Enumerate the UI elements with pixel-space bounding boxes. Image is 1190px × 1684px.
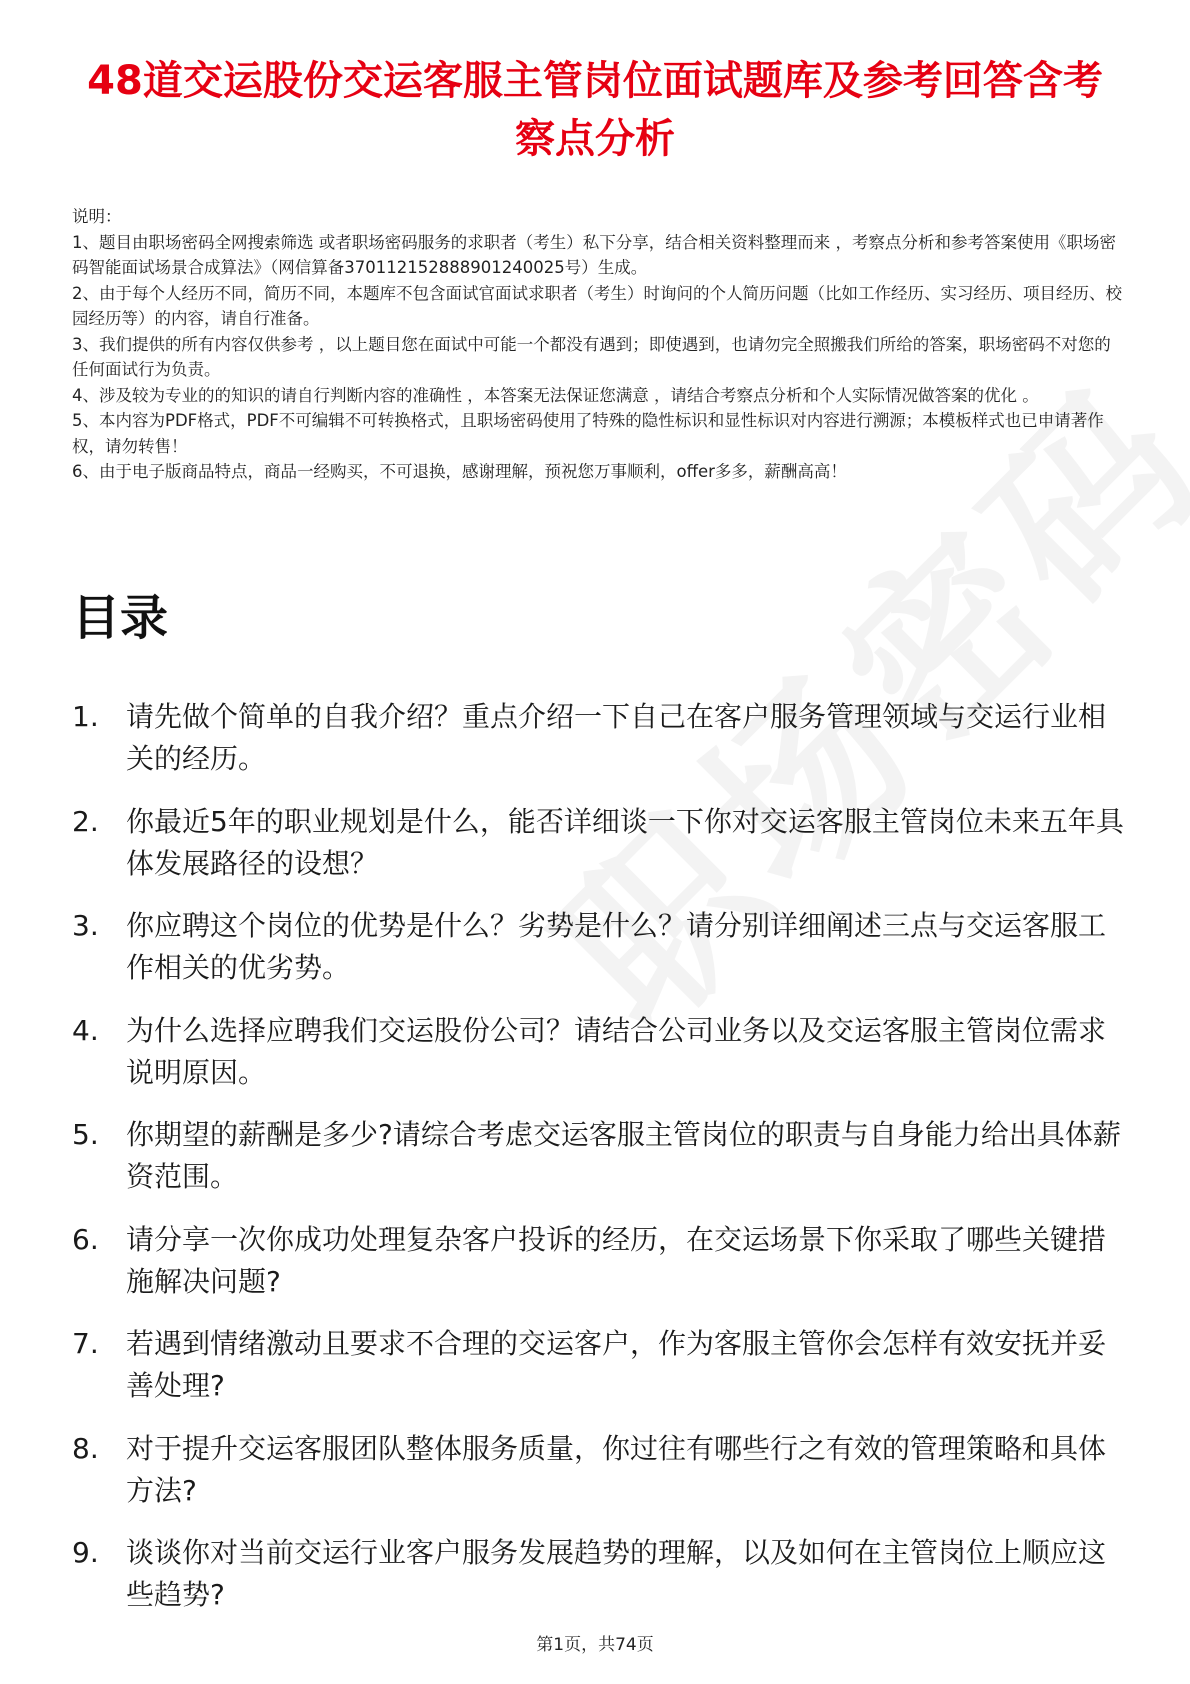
notes-heading: 说明： [72,207,122,226]
question-text: 请分享一次你成功处理复杂客户投诉的经历，在交运场景下你采取了哪些关键措施解决问题? [126,1222,1107,1298]
question-list [72,696,1132,1637]
question-text: 谈谈你对当前交运行业客户服务发展趋势的理解，以及如何在主管岗位上顺应这些趋势? [126,1536,1107,1611]
note-item: 5、本内容为PDF格式，PDF不可编辑不可转换格式，且职场密码使用了特殊的隐性标识和显性标识对内容进行溯源；本模板样式也已申请著作权，请勿转售！ [72,411,1104,456]
note-item: 6、由于电子版商品特点，商品一经购买，不可退换，感谢理解，预祝您万事顺利，offer多多，薪酬高高！ [72,462,847,481]
question-number: 5. [72,1118,99,1151]
question-text: 请先做个简单的自我介绍？重点介绍一下自己在客户服务管理领域与交运行业相关的经历。 [126,700,1107,775]
note-item: 4、涉及较为专业的的知识的请自行判断内容的准确性 ，本答案无法保证您满意 ，请结合考察点分析和个人实际情况做答案的优化 。 [72,385,1039,405]
question-number: 9. [72,1536,99,1569]
question-number: 8. [72,1431,99,1465]
note-item: 1、题目由职场密码全网搜索筛选 或者职场密码服务的求职者（考生）私下分享，结合相关资料整理而来 ，考察点分析和参考答案使用《职场密码智能面试场景合成算法》（网信算备370112152888901240025号）生成。 [72,232,1116,277]
note-item: 2、由于每个人经历不同，简历不同，本题库不包含面试官面试求职者（考生）时询问的个人简历问题（比如工作经历、实习经历、项目经历、校园经历等）的内容，请自行准备。 [72,283,1122,328]
question-text: 你期望的薪酬是多少?请综合考虑交运客服主管岗位的职责与自身能力给出具体薪资范围。 [126,1118,1121,1193]
toc-heading: 目录 [72,590,169,646]
note-item: 3、我们提供的所有内容仅供参考 ，以上题目您在面试中可能一个都没有遇到；即使遇到，也请勿完全照搬我们所给的答案，职场密码不对您的任何面试行为负责。 [72,334,1111,379]
question-item[interactable] [72,1114,1132,1198]
question-text: 为什么选择应聘我们交运股份公司？请结合公司业务以及交运客服主管岗位需求说明原因。 [126,1013,1107,1089]
question-text: 你应聘这个岗位的优势是什么？劣势是什么？请分别详细阐述三点与交运客服工作相关的优劣势。 [126,909,1107,984]
question-text: 你最近5年的职业规划是什么，能否详细谈一下你对交运客服主管岗位未来五年具体发展路径的设想？ [126,804,1124,880]
question-number: 4. [72,1013,99,1047]
question-item[interactable] [72,1219,1132,1303]
question-item[interactable] [72,1010,1132,1094]
question-number: 1. [72,700,99,733]
question-item[interactable] [72,1323,1132,1407]
question-item[interactable] [72,696,1132,780]
notes-section [72,204,1122,485]
question-number: 7. [72,1327,99,1360]
question-text: 对于提升交运客服团队整体服务质量，你过往有哪些行之有效的管理策略和具体方法? [126,1431,1107,1507]
page-title: 48道交运股份交运客服主管岗位面试题库及参考回答含考察点分析 [87,58,1103,162]
question-item[interactable] [72,905,1132,989]
question-item[interactable] [72,801,1132,885]
page-footer: 第1页，共74页 [536,1635,654,1655]
question-item[interactable] [72,1532,1132,1616]
question-text: 若遇到情绪激动且要求不合理的交运客户，作为客服主管你会怎样有效安抚并妥善处理? [126,1327,1107,1402]
question-number: 2. [72,804,99,838]
question-number: 6. [72,1222,99,1256]
question-number: 3. [72,909,99,942]
question-item[interactable] [72,1428,1132,1512]
